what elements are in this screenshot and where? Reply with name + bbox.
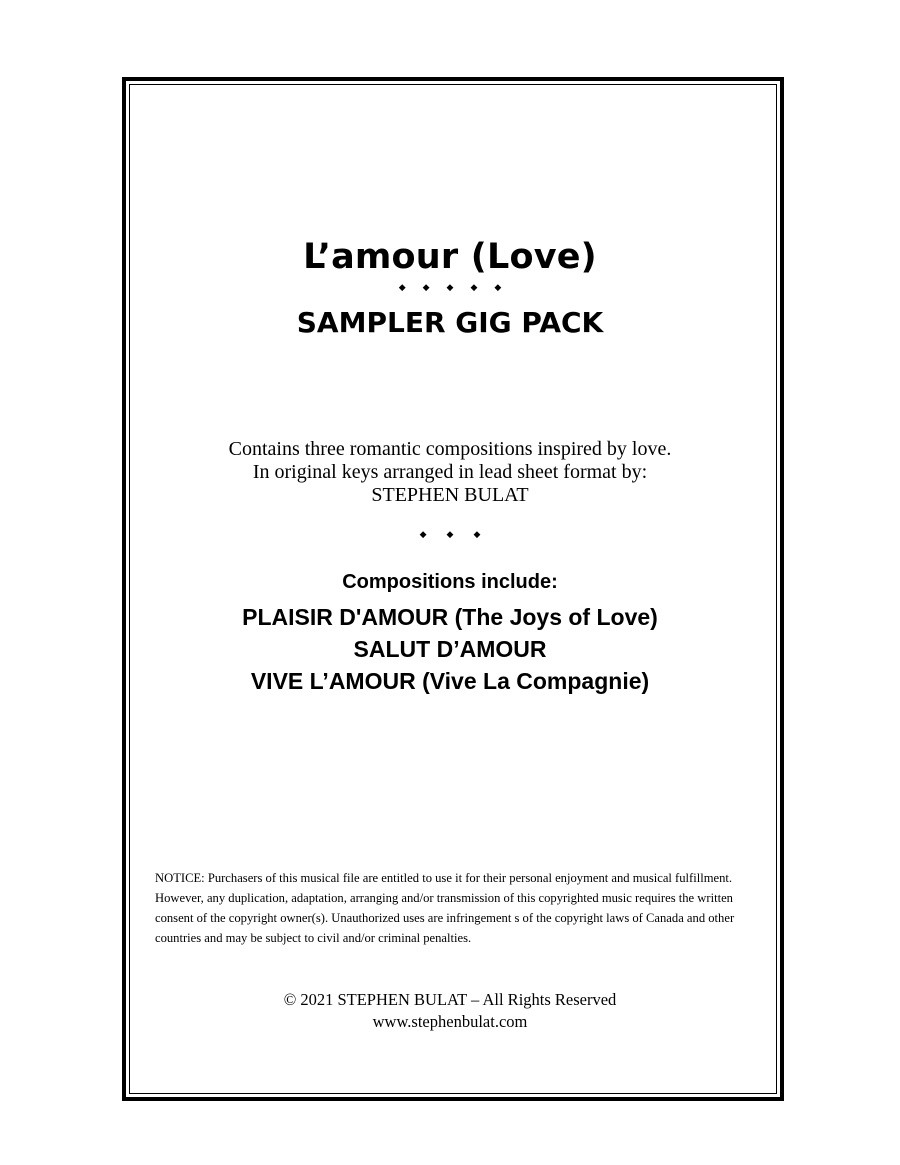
- intro-line-2: In original keys arranged in lead sheet format by:: [252, 461, 648, 483]
- arranger-name: STEPHEN BULAT: [371, 484, 529, 506]
- copyright-line: © 2021 STEPHEN BULAT – All Rights Reserved: [283, 990, 617, 1009]
- page-subtitle: SAMPLER GIG PACK: [296, 306, 604, 339]
- intro-text: [0, 438, 900, 507]
- website-link[interactable]: www.stephenbulat.com: [372, 1012, 528, 1031]
- composition-item: SALUT D’AMOUR: [353, 636, 547, 662]
- footer: [0, 989, 900, 1033]
- title-divider-dots: ◆◆◆◆◆: [398, 283, 519, 293]
- copyright-notice: NOTICE: Purchasers of this musical file are entitled to use it for their personal enjoyment and musical fulfillment. However, any duplication, adaptation, arranging and/or transmission of this copyrighted music requires the written consent of the copyright owner(s). Unauthorized uses are infringement s of the copyright laws of Canada and other countries and may be subject to civil and/or criminal penalties.: [155, 871, 735, 945]
- compositions-list: [0, 601, 900, 697]
- intro-line-1: Contains three romantic compositions inspired by love.: [228, 438, 672, 460]
- page-title: L’amour (Love): [303, 237, 597, 277]
- composition-item: VIVE L’AMOUR (Vive La Compagnie): [250, 668, 650, 694]
- composition-item: PLAISIR D'AMOUR (The Joys of Love): [242, 604, 658, 630]
- section-divider-dots: ◆◆◆: [419, 530, 501, 540]
- compositions-heading: Compositions include:: [342, 571, 558, 593]
